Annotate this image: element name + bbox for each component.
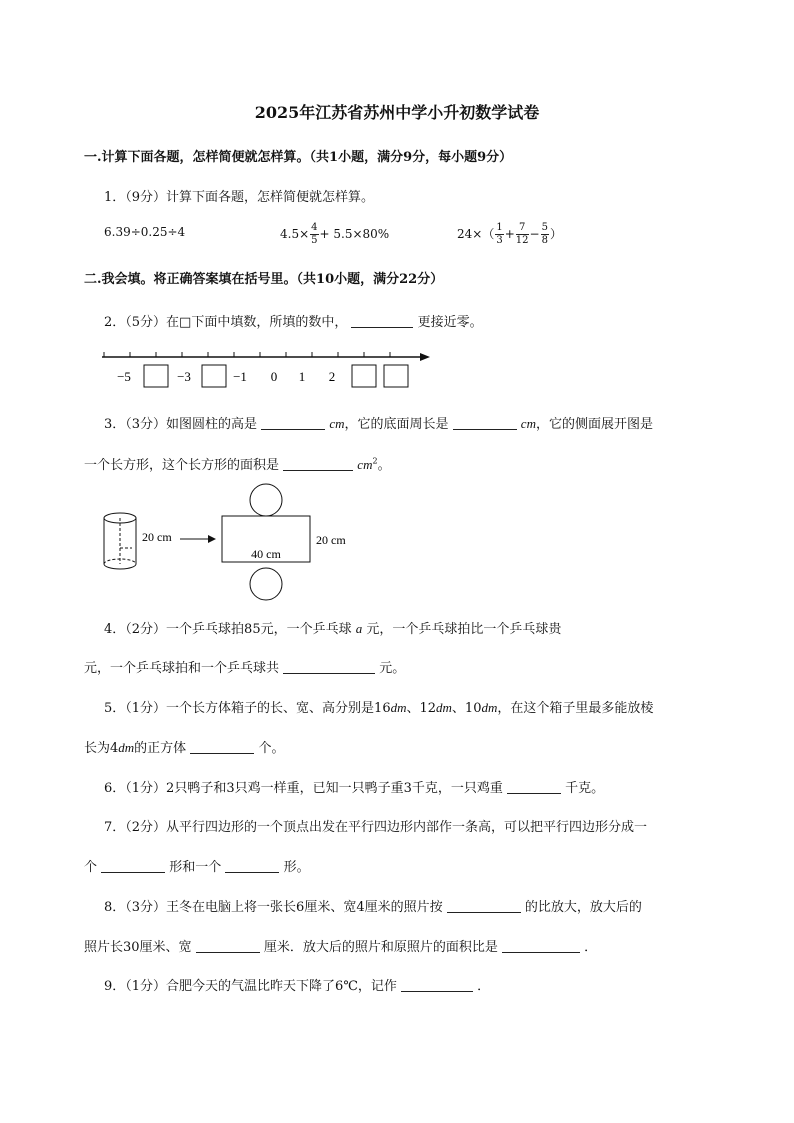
answer-box-3[interactable] xyxy=(352,365,376,387)
question-5-line-2 xyxy=(84,737,284,756)
q3-line1-b: ，它的底面周长是 xyxy=(344,417,449,432)
q9-answer-blank[interactable] xyxy=(401,979,473,992)
q2-answer-blank[interactable] xyxy=(351,315,413,328)
q3-line1-a: 3．（3分）如图圆柱的高是 xyxy=(104,417,258,432)
q5-answer-blank[interactable] xyxy=(190,741,254,754)
q1-expr3-fraction-2 xyxy=(516,222,529,247)
q1-expr3-part-a: 24×（ xyxy=(457,227,495,241)
answer-box-2[interactable] xyxy=(202,365,226,387)
q5-unit-dm-4: dm xyxy=(118,740,135,755)
question-3-line-1 xyxy=(104,413,653,432)
number-line-figure xyxy=(96,345,436,393)
q1-expr3-minus: − xyxy=(529,227,540,241)
number-label-neg5: −5 xyxy=(117,369,131,384)
q4-var-a: a xyxy=(355,621,363,636)
q5-unit-dm-3: dm xyxy=(481,700,498,715)
question-6 xyxy=(104,777,604,796)
q8-ratio-blank[interactable] xyxy=(447,900,521,913)
number-label-2: 2 xyxy=(328,369,336,384)
question-5-line-1 xyxy=(104,697,653,716)
q3-unit-cm-2: cm xyxy=(520,416,536,431)
question-8-line-1 xyxy=(104,896,642,915)
q7-line2-c: 形。 xyxy=(283,860,310,875)
question-4-line-1 xyxy=(104,618,561,637)
q3-line1-c: ，它的侧面展开图是 xyxy=(535,417,653,432)
q3-unit-sup: 2 xyxy=(372,456,378,466)
q8-line1-a: 8．（3分）王冬在电脑上将一张长6厘米、宽4厘米的照片按 xyxy=(104,900,443,915)
number-line-ticks xyxy=(104,352,390,357)
arrow-right xyxy=(180,535,216,543)
bottom-circle xyxy=(250,568,282,600)
q3-line2-a: 一个长方形，这个长方形的面积是 xyxy=(84,458,280,473)
answer-box-4[interactable] xyxy=(384,365,408,387)
q5-line2-b: 的正方体 xyxy=(134,741,187,756)
answer-box-1[interactable] xyxy=(144,365,168,387)
q7-line2-a: 个 xyxy=(84,860,98,875)
number-line-arrow xyxy=(420,353,430,361)
question-8-line-2 xyxy=(84,936,597,955)
q3-height-blank[interactable] xyxy=(261,417,325,430)
q3-area-blank[interactable] xyxy=(283,458,353,471)
q1-expr2-denominator: 5 xyxy=(311,235,318,246)
q1-expression-1: 6.39÷0.25÷4 xyxy=(104,225,186,239)
q8-width-blank[interactable] xyxy=(196,940,260,953)
question-9 xyxy=(104,975,490,994)
q3-line2-b: 。 xyxy=(377,458,391,473)
number-label-0: 0 xyxy=(270,369,278,384)
q5-unit-dm-2: dm xyxy=(436,700,452,715)
q5-unit-dm-1: dm xyxy=(390,700,407,715)
q2-text-a: 2．（5分）在□下面中填数，所填的数中， xyxy=(104,315,348,330)
q3-unit-cm2: cm xyxy=(357,457,373,472)
q1-expr3-plus: + xyxy=(504,227,515,241)
page-title: 2025年江苏省苏州中学小升初数学试卷 xyxy=(254,103,540,122)
q5-line1-b: 、12 xyxy=(406,701,437,716)
q6-answer-blank[interactable] xyxy=(507,781,561,794)
q4-answer-blank[interactable] xyxy=(283,661,375,674)
q8-line2-c: ． xyxy=(584,940,598,955)
question-7-line-1: 7．（2分）从平行四边形的一个顶点出发在平行四边形内部作一条高，可以把平行四边形分成一 xyxy=(104,820,648,835)
q8-line1-b: 的比放大，放大后的 xyxy=(524,900,642,915)
q8-line2-b: 厘米．放大后的照片和原照片的面积比是 xyxy=(263,940,498,955)
q1-expr3-f1-num: 1 xyxy=(496,222,503,233)
q5-line1-c: 、10 xyxy=(451,701,482,716)
q5-line1-a: 5．（1分）一个长方体箱子的长、宽、高分别是16 xyxy=(104,701,391,716)
top-circle xyxy=(250,484,282,516)
q9-text-a: 9．（1分）合肥今天的气温比昨天下降了6℃，记作 xyxy=(104,979,397,994)
q1-expression-3 xyxy=(457,222,562,247)
question-7-line-2 xyxy=(84,856,310,875)
question-4-line-2 xyxy=(84,657,405,676)
rectangle-width-label: 20 cm xyxy=(316,533,346,547)
question-1: 1．（9分）计算下面各题，怎样简便就怎样算。 xyxy=(104,190,375,205)
q1-expr3-part-b: ） xyxy=(549,227,562,241)
cylinder-figure xyxy=(98,478,368,608)
q8-line2-a: 照片长30厘米、宽 xyxy=(84,940,192,955)
q3-circumference-blank[interactable] xyxy=(453,417,517,430)
cylinder-drawing xyxy=(104,513,136,569)
q1-expr3-f3-den: 8 xyxy=(541,235,548,246)
number-label-1: 1 xyxy=(298,369,306,384)
q1-expr3-f3-num: 5 xyxy=(541,222,548,233)
q1-expr3-f2-den: 12 xyxy=(515,235,529,246)
q4-line1-a: 4．（2分）一个乒乓球拍85元，一个乒乓球 xyxy=(104,622,352,637)
question-2 xyxy=(104,311,483,330)
q3-unit-cm-1: cm xyxy=(329,416,345,431)
q7-answer-blank-1[interactable] xyxy=(101,860,165,873)
rectangle-length-label: 40 cm xyxy=(251,547,281,561)
number-label-neg3: −3 xyxy=(177,369,191,384)
q7-line2-b: 形和一个 xyxy=(169,860,222,875)
question-3-line-2 xyxy=(84,454,391,473)
q5-line1-d: ，在这个箱子里最多能放棱 xyxy=(497,701,654,716)
q1-expr3-fraction-1 xyxy=(495,222,503,247)
q6-text-a: 6．（1分）2只鸭子和3只鸡一样重，已知一只鸭子重3千克，一只鸡重 xyxy=(104,781,503,796)
q5-line2-a: 长为4 xyxy=(84,741,119,756)
q4-line1-b: 元，一个乒乓球拍比一个乒乓球贵 xyxy=(366,622,562,637)
q5-line2-c: 个。 xyxy=(258,741,285,756)
cylinder-height-label: 20 cm xyxy=(142,530,172,544)
q7-answer-blank-2[interactable] xyxy=(225,860,279,873)
q1-expr2-fraction xyxy=(310,222,318,247)
section-1-heading: 一.计算下面各题，怎样简便就怎样算。（共1小题，满分9分，每小题9分） xyxy=(84,150,513,165)
q1-expr3-f2-num: 7 xyxy=(516,222,529,235)
q1-expr2-part-b: + 5.5×80% xyxy=(319,227,390,241)
section-2-heading: 二.我会填。将正确答案填在括号里。（共10小题，满分22分） xyxy=(84,272,444,287)
q4-line2-a: 元，一个乒乓球拍和一个乒乓球共 xyxy=(84,661,280,676)
q2-text-b: 更接近零。 xyxy=(417,315,483,330)
q1-expr2-numerator: 4 xyxy=(311,222,318,233)
q6-text-b: 千克。 xyxy=(565,781,605,796)
number-label-neg1: −1 xyxy=(233,369,247,384)
q4-line2-b: 元。 xyxy=(379,661,406,676)
q1-expr2-part-a: 4.5× xyxy=(280,227,310,241)
q9-text-b: ． xyxy=(477,979,491,994)
q1-expr3-fraction-3 xyxy=(541,222,549,247)
q1-expr3-f1-den: 3 xyxy=(496,235,503,246)
q8-area-ratio-blank[interactable] xyxy=(502,940,580,953)
q1-expression-2 xyxy=(280,222,389,247)
